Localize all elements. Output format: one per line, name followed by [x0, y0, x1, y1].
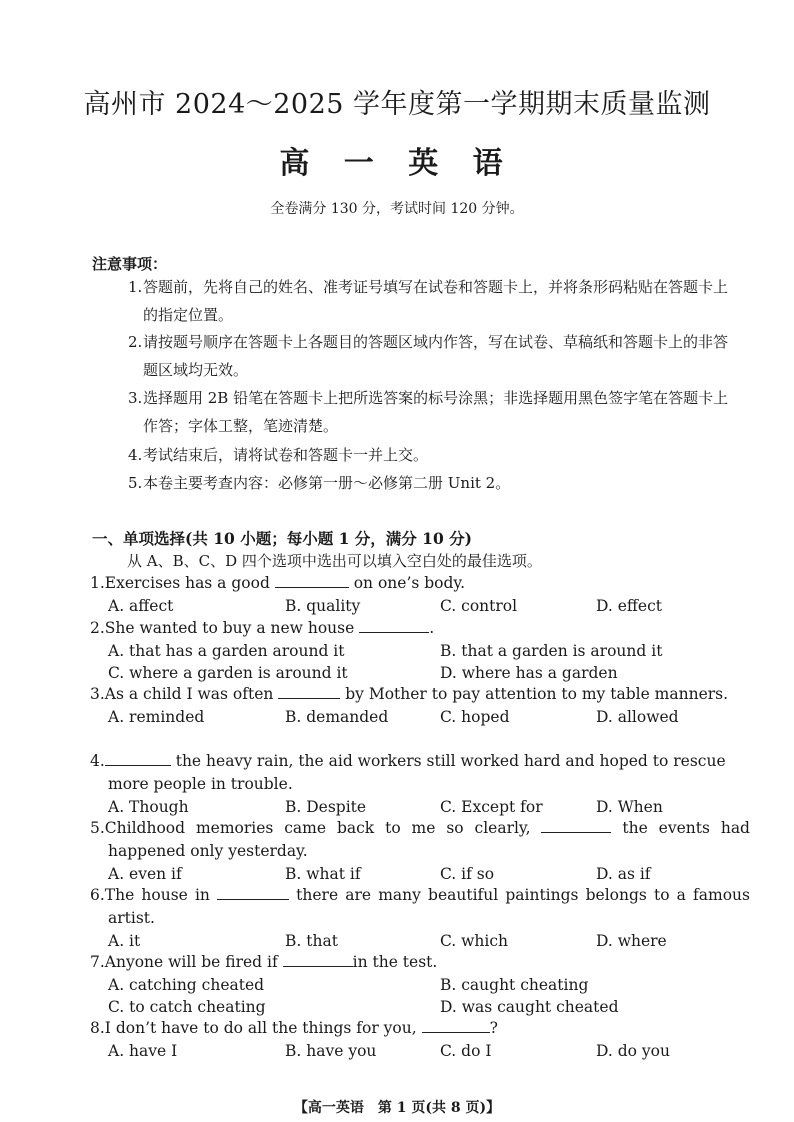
option-c[interactable]: C. Except for [440, 798, 543, 816]
question-stem [90, 617, 750, 640]
options-row [90, 930, 750, 952]
question-number: 4. [90, 752, 105, 770]
option-d[interactable]: D. do you [596, 1042, 670, 1060]
option-a[interactable]: A. have I [108, 1042, 178, 1060]
answer-blank[interactable] [217, 885, 289, 900]
note-item [128, 384, 742, 440]
exam-title: 高州市 2024～2025 学年度第一学期期末质量监测 [83, 89, 711, 120]
question-text-before: Childhood memories came back to me so clearly, [104, 819, 542, 837]
options-row [90, 974, 750, 996]
option-b[interactable]: B. have you [285, 1042, 377, 1060]
note-number: 4. [128, 446, 143, 464]
option-a[interactable]: A. catching cheated [108, 976, 265, 994]
options-row [90, 706, 750, 728]
question-8 [90, 1017, 750, 1062]
question-text-after: the events had happened only yesterday. [108, 819, 750, 860]
question-6 [90, 884, 750, 952]
note-number: 3. [128, 389, 143, 407]
answer-blank[interactable] [359, 618, 429, 633]
question-number: 5. [90, 819, 105, 837]
question-text-before: Anyone will be fired if [104, 953, 283, 971]
options-row [90, 996, 750, 1018]
option-a[interactable]: A. Though [108, 798, 189, 816]
options-row [90, 595, 750, 617]
note-text: 本卷主要考查内容：必修第一册～必修第二册 Unit 2。 [143, 474, 511, 492]
option-c[interactable]: C. do I [440, 1042, 492, 1060]
option-c[interactable]: C. hoped [440, 708, 510, 726]
answer-blank[interactable] [278, 684, 340, 699]
option-d[interactable]: D. When [596, 798, 663, 816]
option-c[interactable]: C. where a garden is around it [108, 664, 348, 682]
note-number: 5. [128, 474, 143, 492]
option-d[interactable]: D. effect [596, 597, 662, 615]
option-d[interactable]: D. as if [596, 865, 651, 883]
question-stem [90, 572, 750, 595]
answer-blank[interactable] [105, 751, 171, 766]
options-row [90, 662, 750, 684]
option-b[interactable]: B. demanded [285, 708, 389, 726]
option-c[interactable]: C. which [440, 932, 509, 950]
question-text-after: by Mother to pay attention to my table manners. [340, 685, 729, 703]
option-b[interactable]: B. that [285, 932, 338, 950]
option-c[interactable]: C. control [440, 597, 518, 615]
question-number: 7. [90, 953, 105, 971]
notes-title: 注意事项： [92, 255, 168, 273]
note-number: 2. [128, 333, 143, 351]
options-row [90, 796, 750, 818]
question-text-after: the heavy rain, the aid workers still worked hard and hoped to rescue more people in trouble. [108, 752, 726, 793]
section-instruction: 从 A、B、C、D 四个选项中选出可以填入空白处的最佳选项。 [127, 552, 542, 570]
score-info: 全卷满分 130 分，考试时间 120 分钟。 [270, 201, 524, 217]
note-text: 考试结束后，请将试卷和答题卡一并上交。 [143, 446, 429, 464]
options-row [90, 863, 750, 885]
options-row [90, 1040, 750, 1062]
note-item [128, 328, 742, 384]
question-5 [90, 817, 750, 885]
question-text-after: in the test. [352, 953, 438, 971]
question-stem [90, 750, 750, 796]
question-text-after: there are many beautiful paintings belongs to a famous artist. [108, 886, 750, 927]
question-4 [90, 750, 750, 818]
question-text-before: She wanted to buy a new house [104, 619, 360, 637]
answer-blank[interactable] [541, 818, 611, 833]
note-text: 答题前，先将自己的姓名、准考证号填写在试卷和答题卡上，并将条形码粘贴在答题卡上的指定位置。 [143, 278, 729, 324]
option-a[interactable]: A. affect [108, 597, 174, 615]
section-title: 一、单项选择(共 10 小题；每小题 1 分，满分 10 分) [92, 529, 472, 548]
answer-blank[interactable] [422, 1018, 490, 1033]
option-b[interactable]: B. quality [285, 597, 361, 615]
question-number: 2. [90, 619, 105, 637]
option-c[interactable]: C. if so [440, 865, 495, 883]
option-d[interactable]: D. where has a garden [440, 664, 618, 682]
exam-subject: 高 一 英 语 [279, 146, 515, 181]
note-text: 选择题用 2B 铅笔在答题卡上把所选答案的标号涂黑；非选择题用黑色签字笔在答题卡上作答；字体工整，笔迹清楚。 [143, 389, 729, 435]
note-item [128, 441, 742, 469]
option-d[interactable]: D. allowed [596, 708, 679, 726]
note-text: 请按题号顺序在答题卡上各题目的答题区域内作答，写在试卷、草稿纸和答题卡上的非答题区域均无效。 [143, 333, 729, 379]
note-number: 1. [128, 278, 143, 296]
note-item [128, 273, 742, 329]
note-item [128, 469, 742, 497]
option-a[interactable]: A. that has a garden around it [108, 642, 345, 660]
question-number: 1. [90, 574, 105, 592]
option-b[interactable]: B. caught cheating [440, 976, 589, 994]
question-text-after: ? [489, 1019, 498, 1037]
question-stem [90, 951, 750, 974]
option-a[interactable]: A. even if [108, 865, 182, 883]
question-text-before: The house in [104, 886, 218, 904]
option-a[interactable]: A. reminded [108, 708, 205, 726]
question-stem [90, 884, 750, 930]
question-text-after: . [429, 619, 435, 637]
question-number: 8. [90, 1019, 105, 1037]
question-2 [90, 617, 750, 684]
option-d[interactable]: D. where [596, 932, 667, 950]
question-text-before: As a child I was often [104, 685, 279, 703]
question-text-before: Exercises has a good [104, 574, 275, 592]
question-3 [90, 683, 750, 728]
option-d[interactable]: D. was caught cheated [440, 998, 619, 1016]
question-stem [90, 1017, 750, 1040]
option-c[interactable]: C. to catch cheating [108, 998, 266, 1016]
page-footer: 【高一英语 第 1 页(共 8 页)】 [293, 1100, 501, 1116]
options-row [90, 640, 750, 662]
question-number: 6. [90, 886, 105, 904]
question-text-before: I don’t have to do all the things for you, [104, 1019, 422, 1037]
question-text-after: on one’s body. [348, 574, 466, 592]
option-b[interactable]: B. what if [285, 865, 361, 883]
option-b[interactable]: B. that a garden is around it [440, 642, 663, 660]
question-stem [90, 683, 750, 706]
option-a[interactable]: A. it [108, 932, 141, 950]
answer-blank[interactable] [283, 952, 353, 967]
question-number: 3. [90, 685, 105, 703]
question-1 [90, 572, 750, 617]
answer-blank[interactable] [275, 573, 349, 588]
option-b[interactable]: B. Despite [285, 798, 367, 816]
question-7 [90, 951, 750, 1018]
question-stem [90, 817, 750, 863]
